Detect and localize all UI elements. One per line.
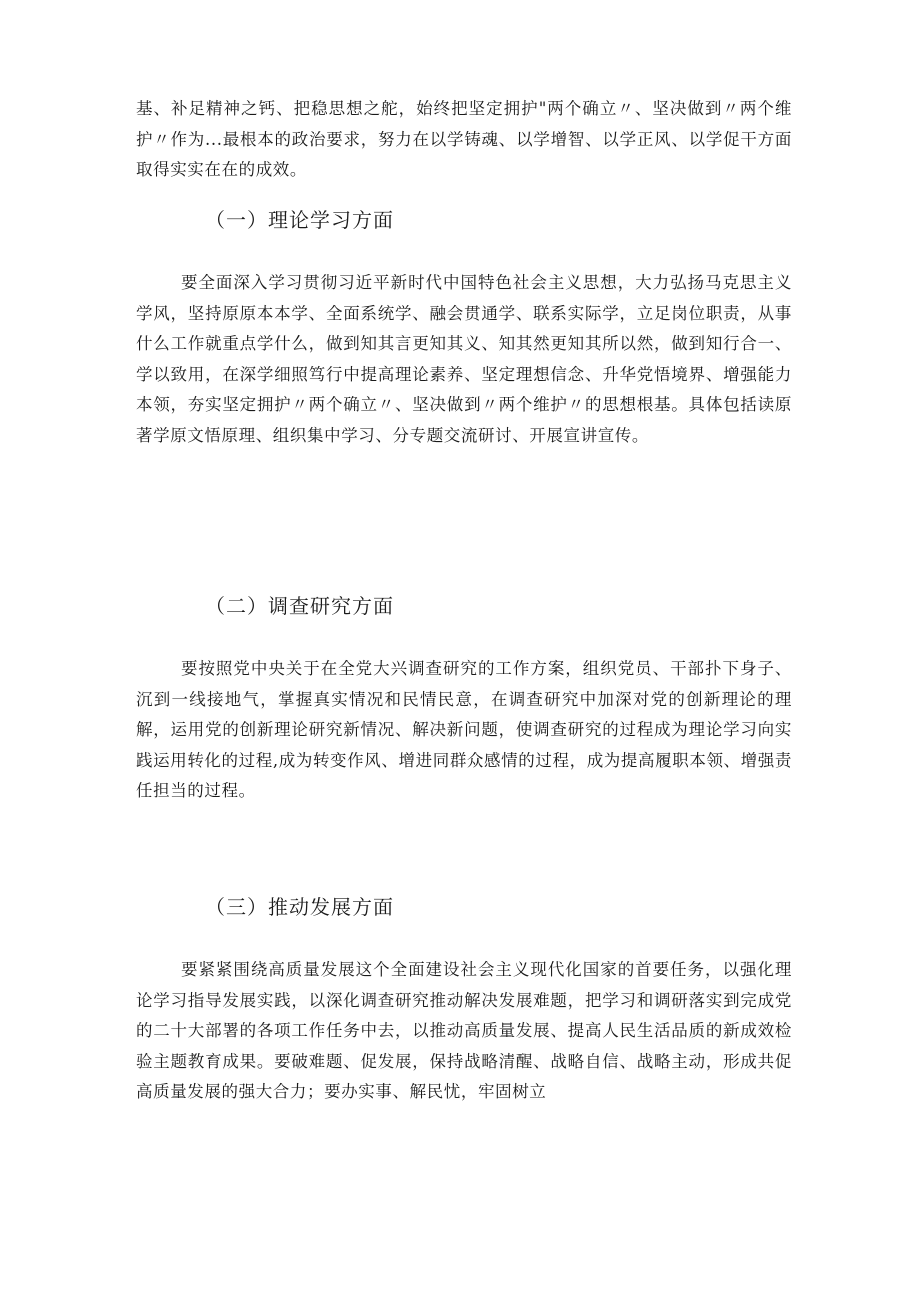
- section-heading-investigation: （二）调查研究方面: [205, 594, 394, 618]
- section-body-development: 要紧紧围绕高质量发展这个全面建设社会主义现代化国家的首要任务，以强化理论学习指导发展实践，以深化调查研究推动解决发展难题，把学习和调研落实到完成党的二十大部署的各项工作任务中去，以推动高质量发展、提高人民生活品质的新成效检验主题教育成果。要破难题、促发展，保持战略清醒、战略自信、战略主动，形成共促高质量发展的强大合力；要办实事、解民忧，牢固树立: [136, 960, 792, 1102]
- section-body-theory-study: 要全面深入学习贯彻习近平新时代中国特色社会主义思想，大力弘扬马克思主义学风，坚持原原本本学、全面系统学、融会贯通学、联系实际学，立足岗位职责，从事什么工作就重点学什么，做到知其言更知其义、知其然更知其所以然，做到知行合一、学以致用，在深学细照笃行中提高理论素养、坚定理想信念、升华党悟境界、增强能力本领，夯实坚定拥护〃两个确立〃、坚决做到〃两个维护〃的思想根基。具体包括读原著学原文悟原理、组织集中学习、分专题交流研讨、开展宣讲宣传。: [136, 273, 792, 445]
- intro-paragraph: 基、补足精神之钙、把稳思想之舵，始终把坚定拥护"两个确立〃、坚决做到〃两个维护〃作为...最根本的政治要求，努力在以学铸魂、以学增智、以学正风、以学促干方面取得实实在在的成效。: [136, 99, 792, 180]
- section-body-investigation: 要按照党中央关于在全党大兴调查研究的工作方案，组织党员、干部扑下身子、沉到一线接地气，掌握真实情况和民情民意，在调查研究中加深对党的创新理论的理解，运用党的创新理论研究新情况、解决新问题，使调查研究的过程成为理论学习向实践运用转化的过程,成为转变作风、增进同群众感情的过程，成为提高履职本领、增强责任担当的过程。: [136, 659, 792, 801]
- section-heading-development: （三）推动发展方面: [205, 895, 394, 919]
- section-heading-theory-study: （一）理论学习方面: [205, 208, 394, 232]
